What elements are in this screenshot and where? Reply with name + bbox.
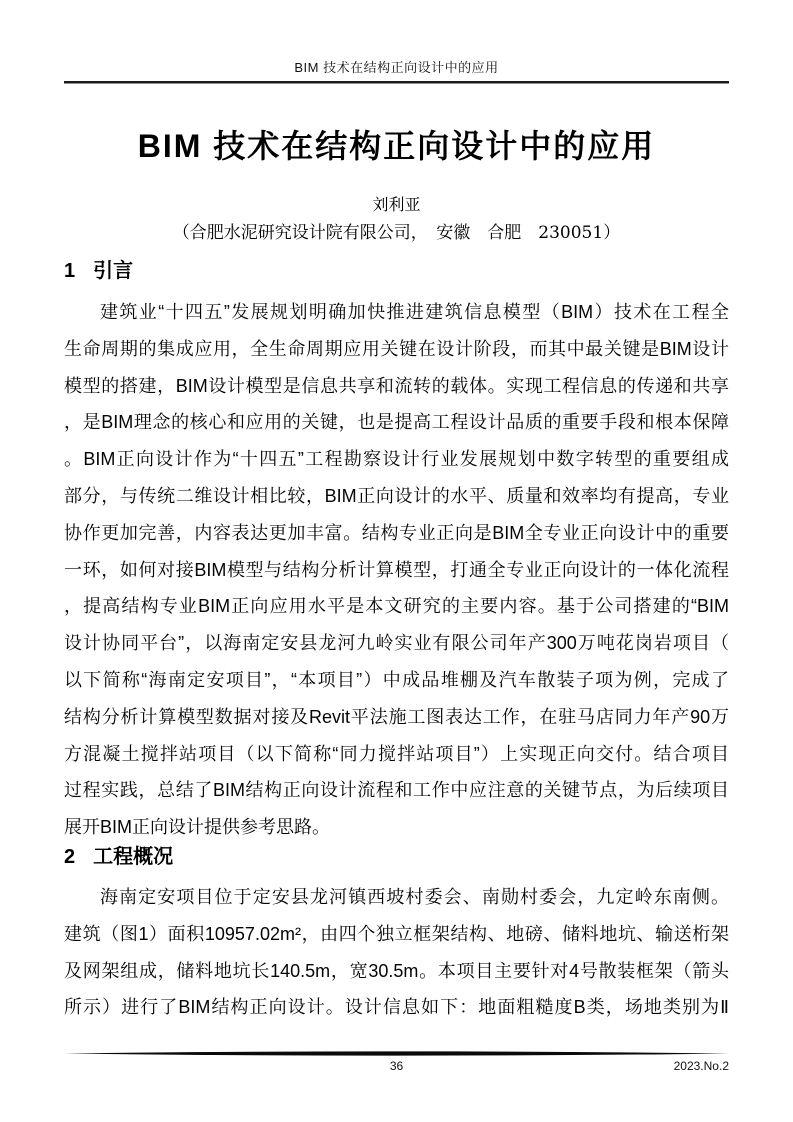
text-line: 部分，与传统二维设计相比较，BIM正向设计的水平、质量和效率均有提高，专业 [64,485,729,506]
section-title: 工程概况 [93,846,174,868]
text-line: 结构分析计算模型数据对接及Revit平法施工图表达工作，在驻马店同力年产90万 [64,706,729,727]
section-heading-project-overview [64,844,729,870]
text-line: 。BIM正向设计作为“十四五”工程勘察设计行业发展规划中数字转型的重要组成 [64,449,729,470]
text-line: 方混凝土搅拌站项目（以下简称“同力搅拌站项目”）上实现正向交付。结合项目 [64,743,729,764]
text-line: 及网架组成，储料地坑长140.5m，宽30.5m。本项目主要针对4号散装框架（箭头 [64,960,729,981]
page-number: 36 [389,1059,404,1073]
text-line: 展开BIM正向设计提供参考思路。 [64,817,330,838]
text-line: 所示）进行了BIM结构正向设计。设计信息如下：地面粗糙度B类，场地类别为Ⅱ [64,997,729,1018]
page-title: BIM 技术在结构正向设计中的应用 [137,128,656,164]
text-line: 海南定安项目位于定安县龙河镇西坡村委会、南勋村委会，九定岭东南侧。 [100,887,729,907]
footer-rule [64,1050,729,1057]
footer-rule-shape [64,1050,729,1057]
text-line: 生命周期的集成应用，全生命周期应用关键在设计阶段，而其中最关键是BIM设计 [64,338,729,359]
page-footer [64,1059,729,1077]
text-line: 以下简称“海南定安项目”，“本项目”）中成品堆棚及汽车散装子项为例，完成了 [64,669,729,690]
paragraph-project-overview [64,879,729,1026]
affiliation: （合肥水泥研究设计院有限公司， 安徽 合肥 230051） [172,223,621,243]
header-rule [64,81,729,83]
text-line: ，是BIM理念的核心和应用的关键，也是提高工程设计品质的重要手段和根本保障 [64,412,729,433]
text-line: 模型的搭建，BIM设计模型是信息共享和流转的载体。实现工程信息的传递和共享 [64,375,729,396]
author: 刘利亚 [372,195,421,214]
text-line: 建筑（图1）面积10957.02m²，由四个独立框架结构、地磅、储料地坑、输送桁架 [64,923,729,944]
text-line: 一环，如何对接BIM模型与结构分析计算模型，打通全专业正向设计的一体化流程 [64,559,729,580]
paragraph-introduction [64,294,729,846]
text-line: 协作更加完善，内容表达更加丰富。结构专业正向是BIM全专业正向设计中的重要 [64,522,729,543]
text-line: 建筑业“十四五”发展规划明确加快推进建筑信息模型（BIM）技术在工程全 [100,302,729,322]
text-line: ，提高结构专业BIM正向应用水平是本文研究的主要内容。基于公司搭建的“BIM [64,596,729,617]
text-line: 设计协同平台”，以海南定安县龙河九岭实业有限公司年产300万吨花岗岩项目（ [64,633,729,654]
section-number: 1 [64,260,76,282]
section-number: 2 [64,846,76,868]
section-heading-introduction [64,258,729,284]
text-line: 过程实践，总结了BIM结构正向设计流程和工作中应注意的关键节点，为后续项目 [64,780,729,801]
running-header: BIM 技术在结构正向设计中的应用 [294,60,499,75]
section-title: 引言 [93,260,134,282]
issue-label: 2023.No.2 [673,1059,729,1073]
